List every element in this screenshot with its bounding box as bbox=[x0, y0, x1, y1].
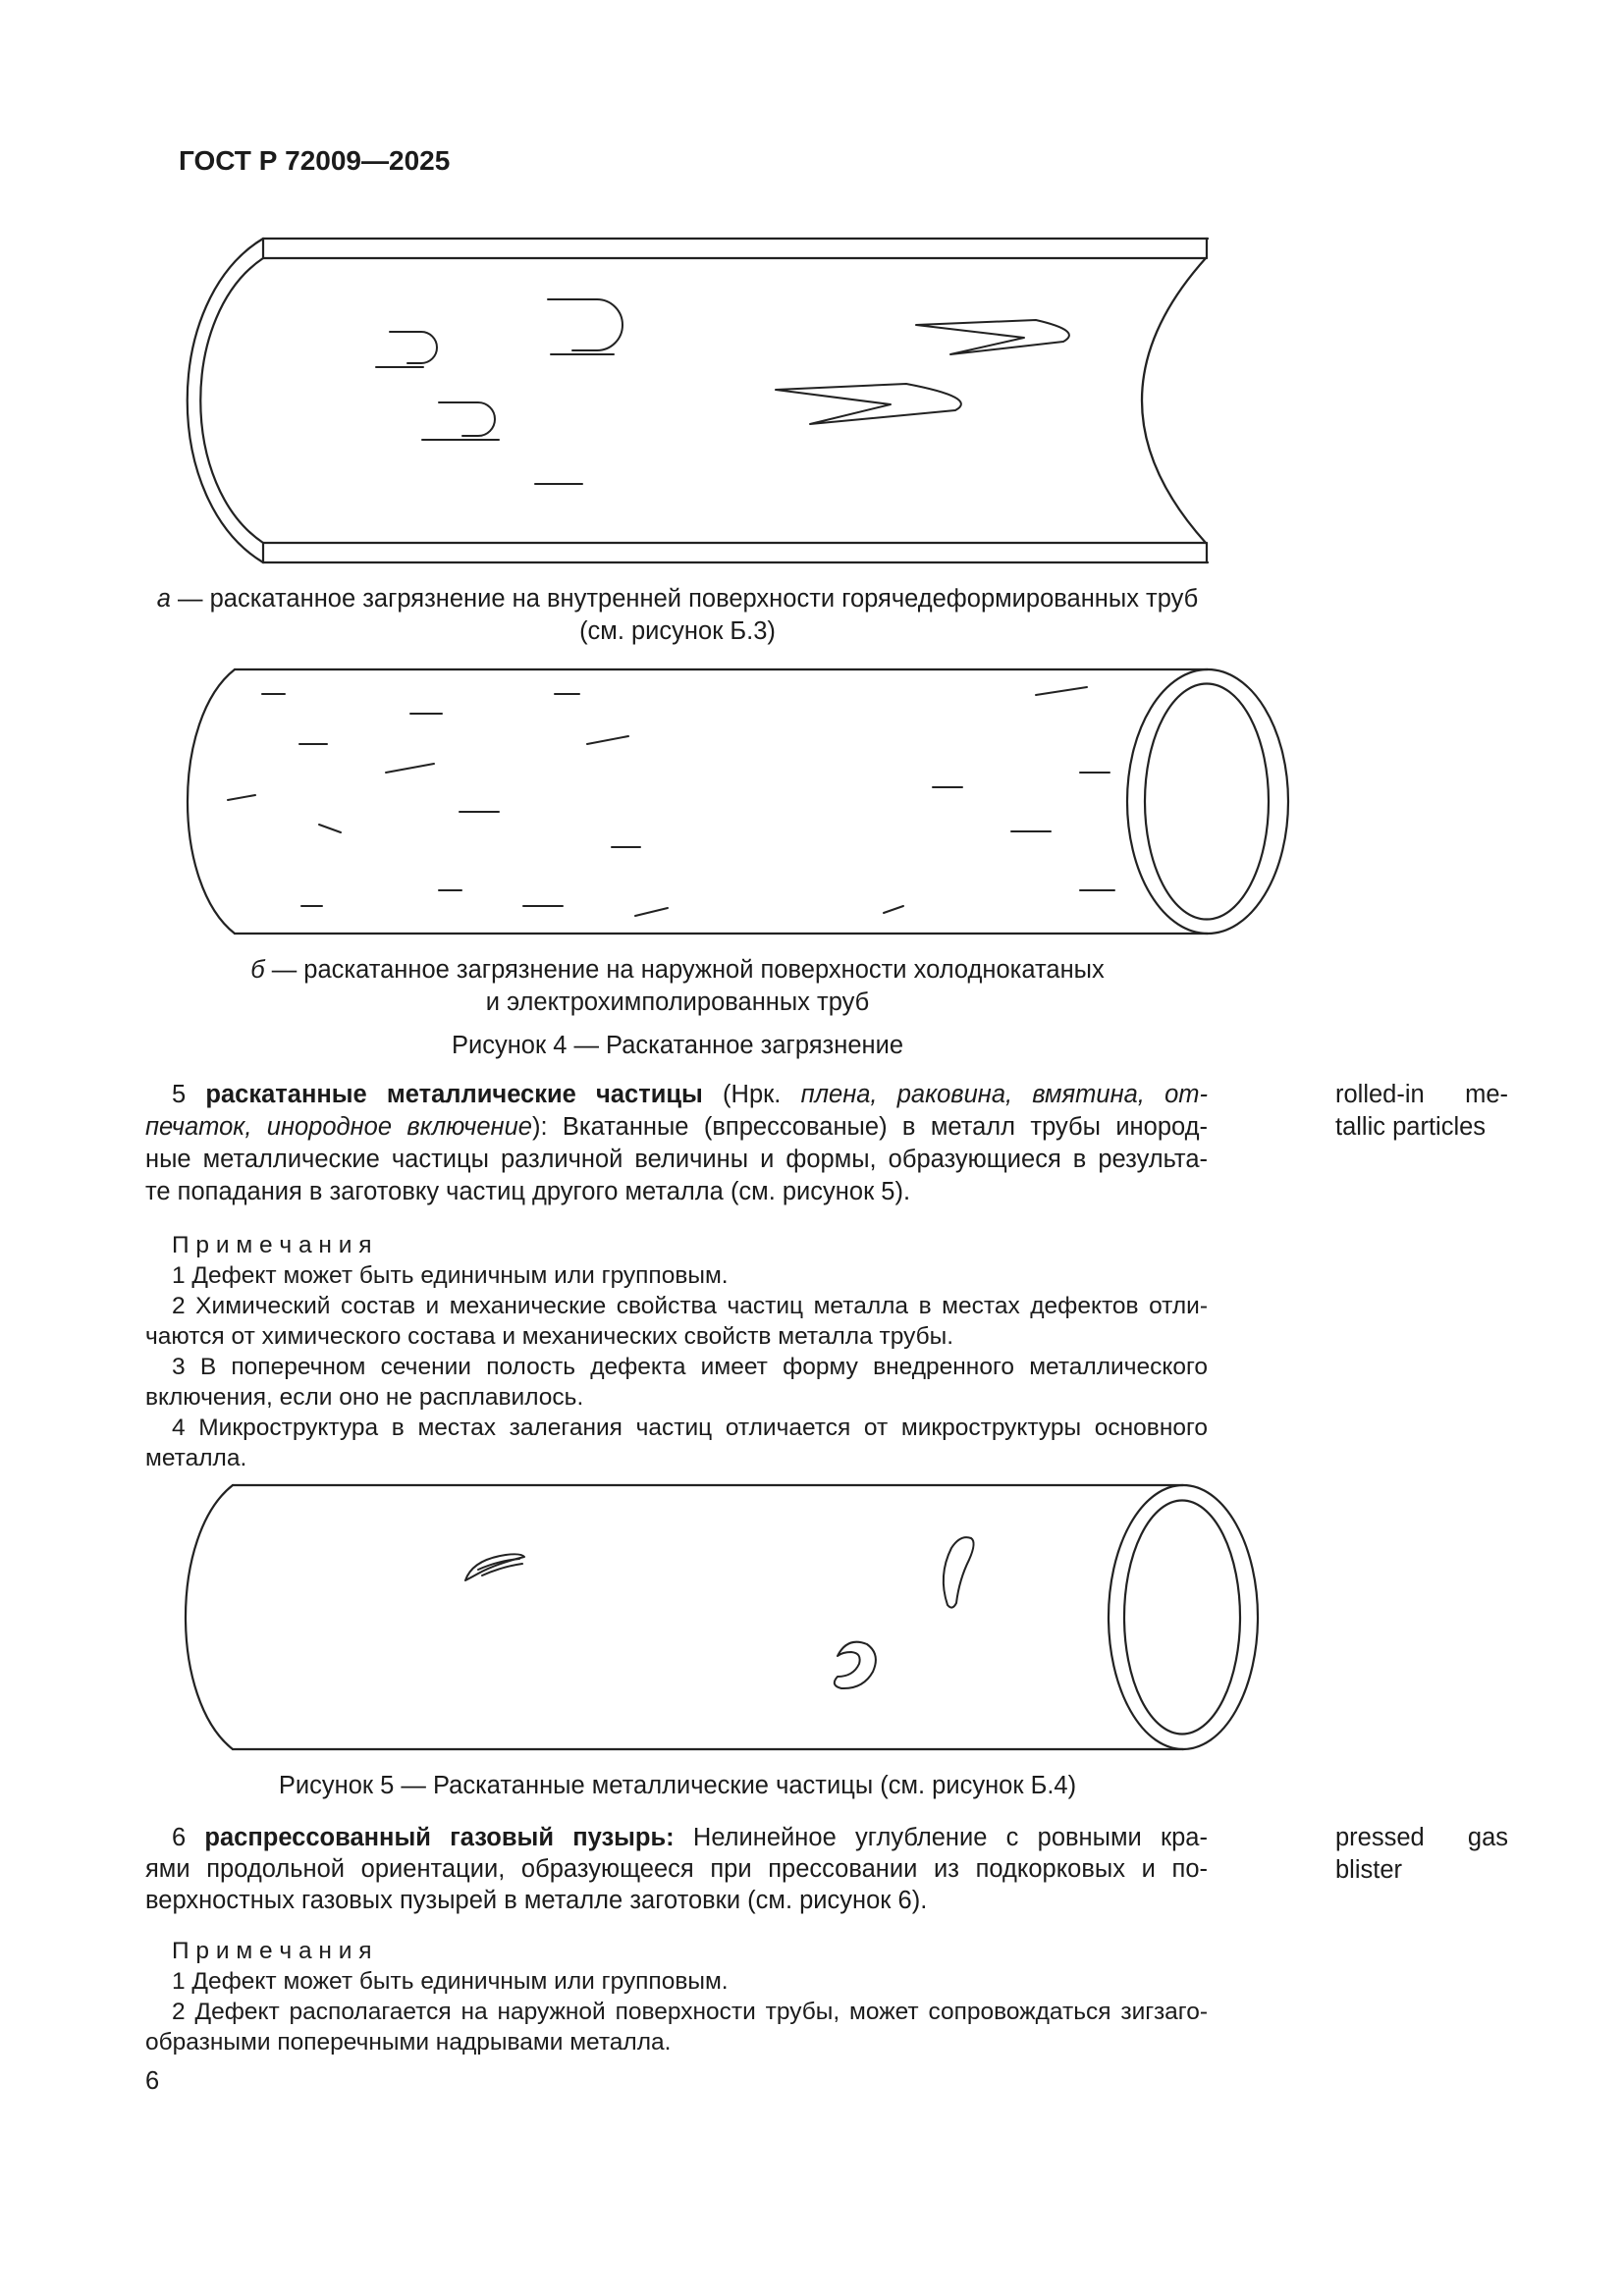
dart-defect bbox=[776, 384, 961, 424]
english-term-line: pressed gas bbox=[1335, 1824, 1508, 1851]
dash-defect bbox=[635, 908, 668, 916]
caption-text: — раскатанное загрязнение на наружной поверхности холоднокатаных bbox=[271, 956, 1105, 984]
notes-title: П р и м е ч а н и я bbox=[172, 1232, 372, 1258]
dash-defect bbox=[228, 795, 255, 800]
term-5-definition bbox=[145, 1079, 1208, 1208]
document-designation: ГОСТ Р 72009—2025 bbox=[179, 145, 451, 176]
subfigure-label: а bbox=[156, 585, 171, 613]
rolled-contamination-marks bbox=[376, 299, 1069, 484]
dash-defect bbox=[884, 906, 903, 913]
note-line: чаются от химического состава и механических свойств металла трубы. bbox=[145, 1323, 954, 1350]
definition-line: те попадания в заготовку частиц другого металла (см. рисунок 5). bbox=[145, 1178, 911, 1205]
dash-defect bbox=[587, 736, 628, 744]
figure-4a-caption bbox=[145, 583, 1210, 648]
figure-4-title: Рисунок 4 — Раскатанное загрязнение bbox=[451, 1032, 904, 1059]
tube-section-inner-surface bbox=[172, 231, 1218, 569]
tube-outline bbox=[188, 669, 1288, 934]
caption-line: (см. рисунок Б.3) bbox=[579, 617, 776, 645]
figure-5-title: Рисунок 5 — Раскатанные металлические частицы (см. рисунок Б.4) bbox=[278, 1772, 1077, 1799]
definition-text: Нелинейное углубление с ровными кра- bbox=[692, 1824, 1208, 1851]
term-6-notes bbox=[145, 1936, 1208, 2057]
dash-defect bbox=[386, 764, 434, 773]
tube-outer-surface bbox=[172, 656, 1311, 950]
tube-outline bbox=[186, 1485, 1258, 1749]
figure-4b-caption bbox=[145, 954, 1210, 1019]
figure-4b-drawing bbox=[172, 656, 1311, 950]
caption-line: и электрохимполированных труб bbox=[485, 988, 870, 1016]
term-6-english bbox=[1335, 1822, 1508, 1887]
term-number: 5 bbox=[172, 1081, 187, 1108]
term-5-notes bbox=[145, 1230, 1208, 1473]
definition-text: (Нрк. bbox=[723, 1081, 782, 1108]
tube-outline bbox=[188, 239, 1208, 562]
deprecated-terms: плена, раковина, вмятина, от- bbox=[800, 1081, 1208, 1108]
hook-defect bbox=[548, 299, 623, 350]
caption-line bbox=[145, 583, 1210, 615]
english-term-line: blister bbox=[1335, 1856, 1403, 1884]
subfigure-label: б bbox=[250, 956, 265, 984]
note-line: 4 Микроструктура в местах залегания частиц отличается от микроструктуры основного bbox=[172, 1415, 1208, 1441]
page-number: 6 bbox=[145, 2067, 160, 2095]
definition-line bbox=[145, 1822, 1208, 1853]
notes-title: П р и м е ч а н и я bbox=[172, 1938, 372, 1964]
particle-defect bbox=[944, 1537, 974, 1607]
figure-5-drawing bbox=[172, 1477, 1272, 1767]
dash-defect bbox=[319, 825, 341, 832]
term-6-definition bbox=[145, 1822, 1208, 1916]
caption-line bbox=[145, 954, 1210, 987]
figure-4a-drawing bbox=[172, 231, 1218, 569]
note-line: включения, если оно не расплавилось. bbox=[145, 1384, 584, 1411]
definition-text: ): Вкатанные (впрессованые) в металл трубы инород- bbox=[531, 1113, 1208, 1141]
term-name: раскатанные металлические частицы bbox=[205, 1081, 703, 1108]
metallic-particle-marks bbox=[465, 1537, 974, 1688]
caption-text: — раскатанное загрязнение на внутренней поверхности горячедеформированных труб bbox=[178, 585, 1199, 613]
definition-line: ями продольной ориентации, образующееся при прессовании из подкорковых и по- bbox=[145, 1855, 1208, 1883]
definition-line bbox=[145, 1111, 1208, 1144]
hook-defect bbox=[390, 332, 437, 363]
english-term-line: rolled-in me- bbox=[1335, 1081, 1508, 1108]
dart-defect bbox=[916, 320, 1069, 354]
english-term-line: tallic particles bbox=[1335, 1113, 1487, 1141]
deprecated-terms: печаток, инородное включение bbox=[145, 1113, 532, 1141]
note-line: 3 В поперечном сечении полость дефекта имеет форму внедренного металлического bbox=[172, 1354, 1208, 1380]
tube-with-particles bbox=[172, 1477, 1272, 1767]
term-5-english bbox=[1335, 1079, 1508, 1144]
note-line: металла. bbox=[145, 1445, 247, 1471]
note-line: 1 Дефект может быть единичным или групповым. bbox=[172, 1968, 729, 1995]
term-name: распрессованный газовый пузырь: bbox=[204, 1824, 675, 1851]
term-number: 6 bbox=[172, 1824, 187, 1851]
note-line: 2 Химический состав и механические свойства частиц металла в местах дефектов отли- bbox=[172, 1293, 1208, 1319]
note-line: образными поперечными надрывами металла. bbox=[145, 2029, 672, 2056]
definition-line bbox=[145, 1079, 1208, 1111]
definition-line: ные металлические частицы различной величины и формы, образующиеся в результа- bbox=[145, 1146, 1208, 1173]
rolled-contamination-dashes bbox=[228, 687, 1114, 916]
hook-defect bbox=[439, 402, 495, 436]
particle-defect bbox=[465, 1554, 524, 1580]
particle-defect bbox=[835, 1642, 876, 1688]
dash-defect bbox=[1036, 687, 1087, 695]
definition-line: верхностных газовых пузырей в металле заготовки (см. рисунок 6). bbox=[145, 1887, 928, 1914]
note-line: 2 Дефект располагается на наружной поверхности трубы, может сопровождаться зигзаго- bbox=[172, 1999, 1208, 2025]
note-line: 1 Дефект может быть единичным или групповым. bbox=[172, 1262, 729, 1289]
